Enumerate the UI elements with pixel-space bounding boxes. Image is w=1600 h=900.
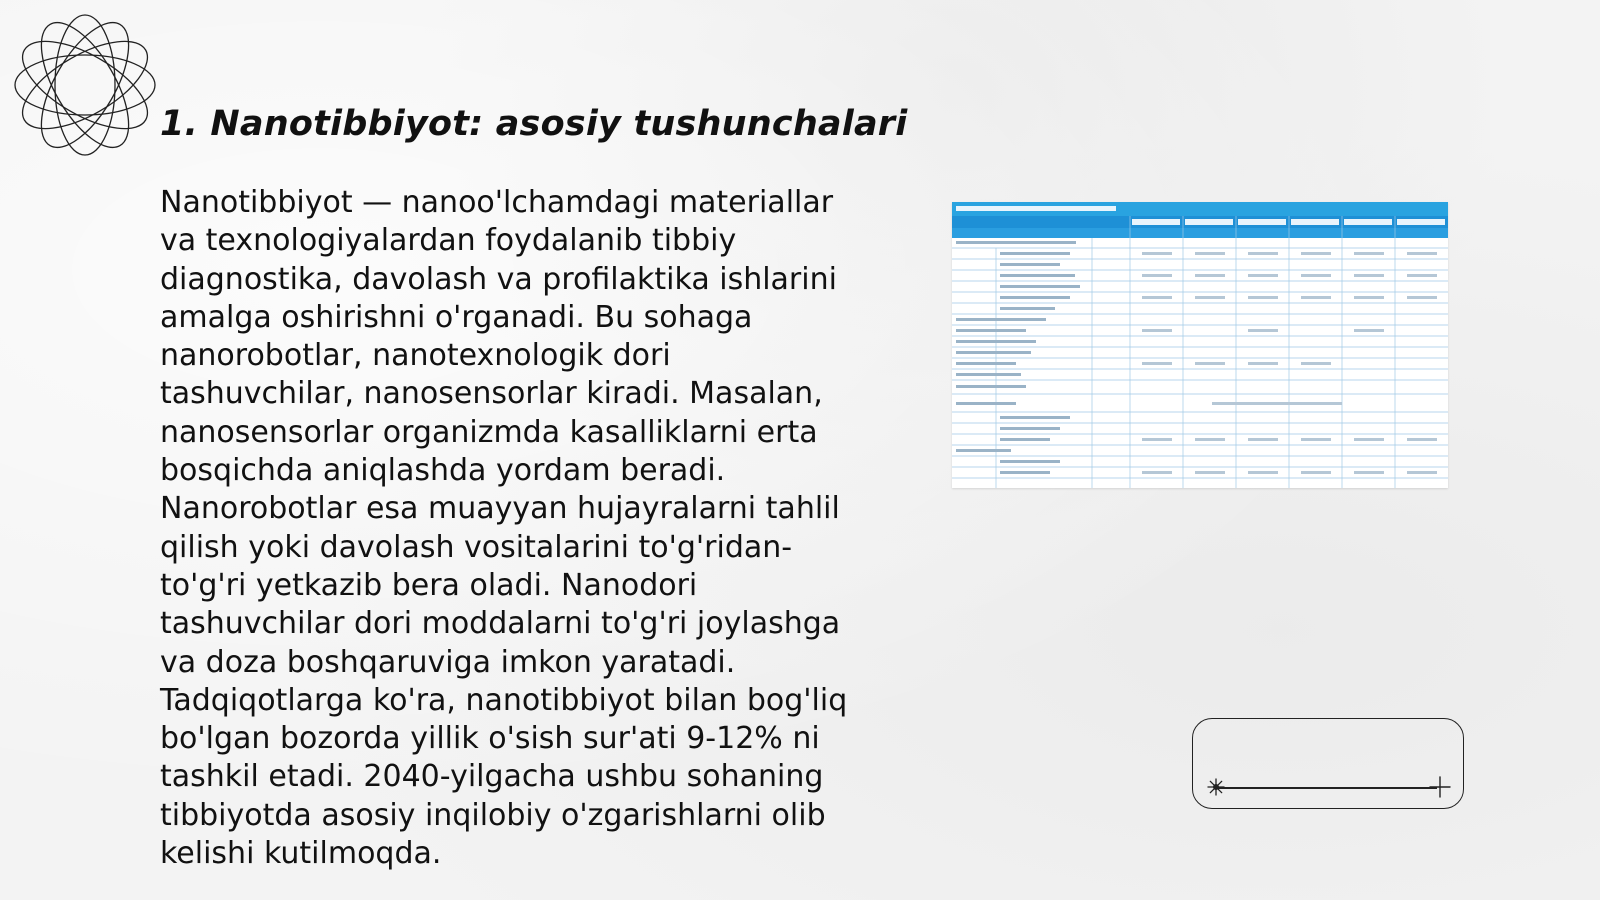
crosshair-icon[interactable] xyxy=(1429,776,1451,798)
slide-body-text: Nanotibbiyot — nanoo'lchamdagi materiallar va texnologiyalardan foydalanib tibbiy diagnostika, davolash va profilaktika ishlarini amalga oshirishni o'rganadi. Bu sohaga nanorobotlar, nanotexnologik dori tashuvchilar, nanosensorlar kiradi. Masalan, nanosensorlar organizmda kasalliklarni erta bosqichda aniqlashda yordam beradi. Nanorobotlar esa muayyan hujayralarni tahlil qilish yoki davolash vositalarini to'g'ridan-to'g'ri yetkazib bera oladi. Nanodori tashuvchilar dori moddalarni to'g'ri joylashga va doza boshqaruviga imkon yaratadi. Tadqiqotlarga ko'ra, nanotibbiyot bilan bog'liq bo'lgan bozorda yillik o'sish sur'ati 9-12% ni tashkil etadi. 2040-yilgacha ushbu sohaning tibbiyotda asosiy inqilobiy o'zgarishlarni olib kelishi kutilmoqda. xyxy=(160,185,848,872)
slider-track[interactable] xyxy=(1215,787,1437,789)
slider-frame xyxy=(1192,718,1464,809)
sparkle-icon xyxy=(1206,777,1226,797)
orbital-rings-icon xyxy=(10,10,160,160)
specification-table-image xyxy=(952,202,1448,488)
slide-title: 1. Nanotibbiyot: asosiy tushunchalari xyxy=(160,104,908,144)
